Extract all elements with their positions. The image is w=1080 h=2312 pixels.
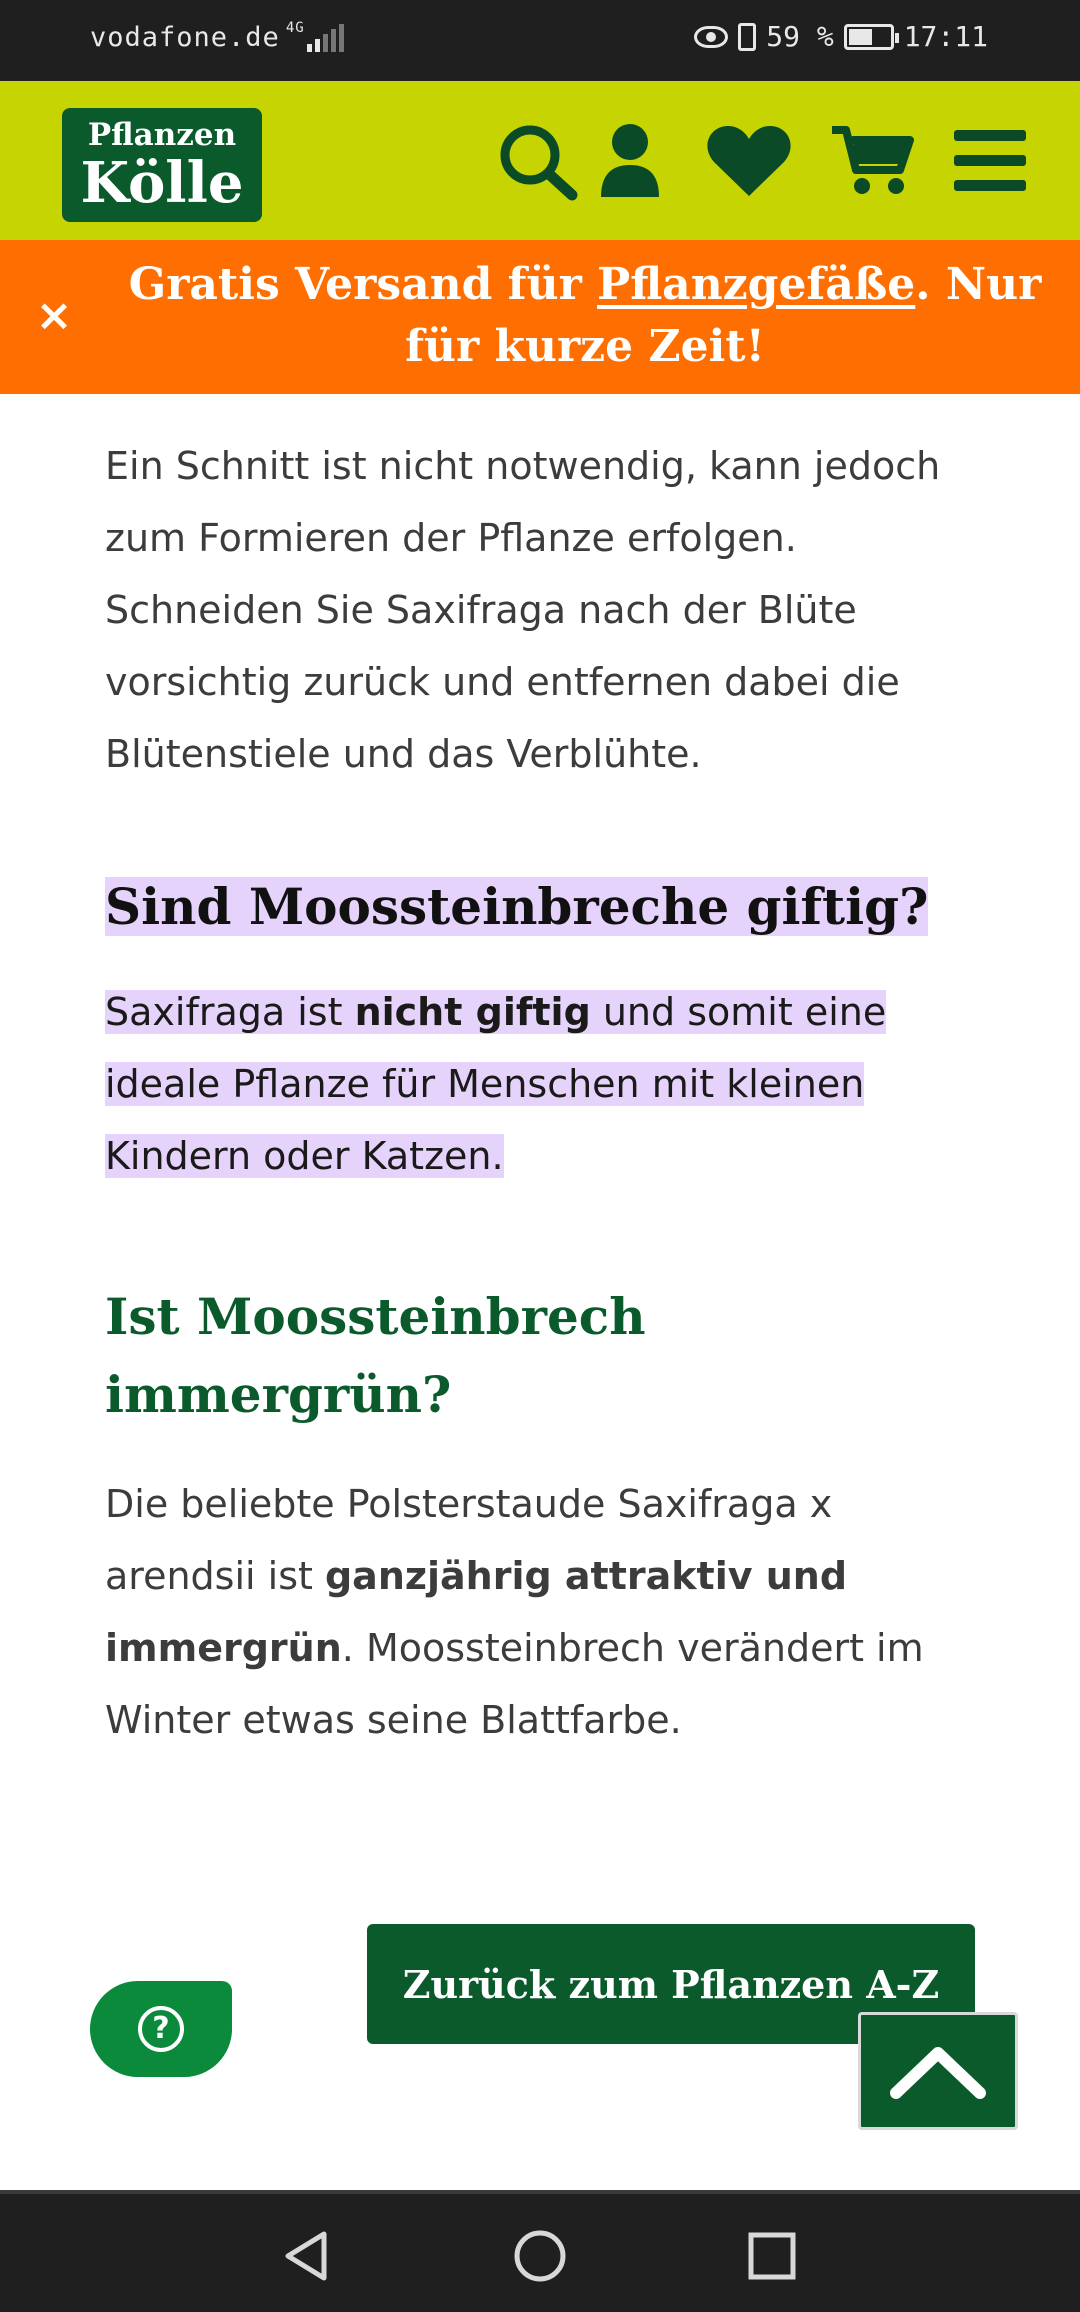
menu-icon[interactable] [950, 117, 1030, 205]
cut-paragraph: Ein Schnitt ist nicht notwendig, kann jedoch zum Formieren der Pflanze erfolgen. Schneiden Sie Saxifraga nach der Blüte vorsichtig zurück und entfernen dabei die Blütenstiele und das Verblühte. [105, 444, 941, 776]
promo-banner [0, 240, 1080, 394]
battery-icon [844, 24, 894, 50]
signal-icon [307, 24, 344, 52]
battery-percent: 59 % [766, 20, 834, 53]
logo-line1: Pflanzen [87, 117, 237, 153]
carrier-name: vodafone.de [90, 22, 280, 53]
clock: 17:11 [903, 20, 988, 53]
logo[interactable] [62, 108, 262, 222]
evergreen-section [105, 1278, 705, 1434]
promo-text [110, 254, 1060, 378]
recents-icon[interactable] [744, 2228, 800, 2284]
help-button[interactable] [90, 1981, 232, 2077]
evergreen-text-bold: ganzjährig attraktiv und immergrün [105, 1554, 848, 1670]
promo-link[interactable]: Pflanzgefäße [597, 259, 916, 310]
back-to-plants-az-button[interactable]: Zurück zum Pflanzen A-Z [367, 1924, 975, 2044]
network-type: 4G [285, 19, 305, 36]
toxic-heading-text: Sind Moossteinbreche giftig? [105, 877, 929, 936]
evergreen-text-post: . Moossteinbrech verändert im Winter etwas seine Blattfarbe. [105, 1626, 924, 1742]
back-icon[interactable] [280, 2228, 336, 2284]
logo-line2: Kölle [80, 150, 244, 216]
cart-icon[interactable] [828, 117, 916, 205]
chevron-up-icon [888, 2041, 988, 2101]
scroll-to-top-button[interactable] [858, 2012, 1018, 2130]
carrier-info [90, 19, 344, 53]
toxic-text-post: und somit eine ideale Pflanze für Menschen mit kleinen Kindern oder Katzen. [105, 990, 887, 1178]
status-bar [0, 0, 1080, 81]
evergreen-body [105, 1468, 985, 1756]
search-icon[interactable] [492, 117, 584, 205]
toxic-text-pre: Saxifraga ist [105, 990, 355, 1034]
promo-text-after: . Nur für kurze Zeit! [405, 259, 1042, 372]
site-header [0, 81, 1080, 240]
eye-comfort-icon [694, 26, 728, 48]
user-icon[interactable] [596, 117, 664, 205]
cut-section [105, 430, 985, 790]
system-nav-bar [0, 2190, 1080, 2312]
help-icon: ? [138, 2006, 184, 2052]
toxic-section [105, 868, 985, 1192]
status-icons [694, 20, 988, 53]
evergreen-text-pre: Die beliebte Polsterstaude Saxifraga x arendsii ist [105, 1482, 833, 1598]
toxic-paragraph [105, 976, 985, 1192]
home-icon[interactable] [512, 2228, 568, 2284]
toxic-text-bold: nicht giftig [354, 990, 591, 1034]
heart-icon[interactable] [704, 117, 794, 205]
toxic-heading [105, 868, 985, 946]
vibrate-icon [738, 23, 756, 51]
evergreen-heading: Ist Moossteinbrech immergrün? [105, 1287, 646, 1424]
close-icon[interactable]: × [35, 290, 73, 341]
promo-text-before: Gratis Versand für [128, 259, 598, 310]
evergreen-paragraph [105, 1468, 985, 1756]
